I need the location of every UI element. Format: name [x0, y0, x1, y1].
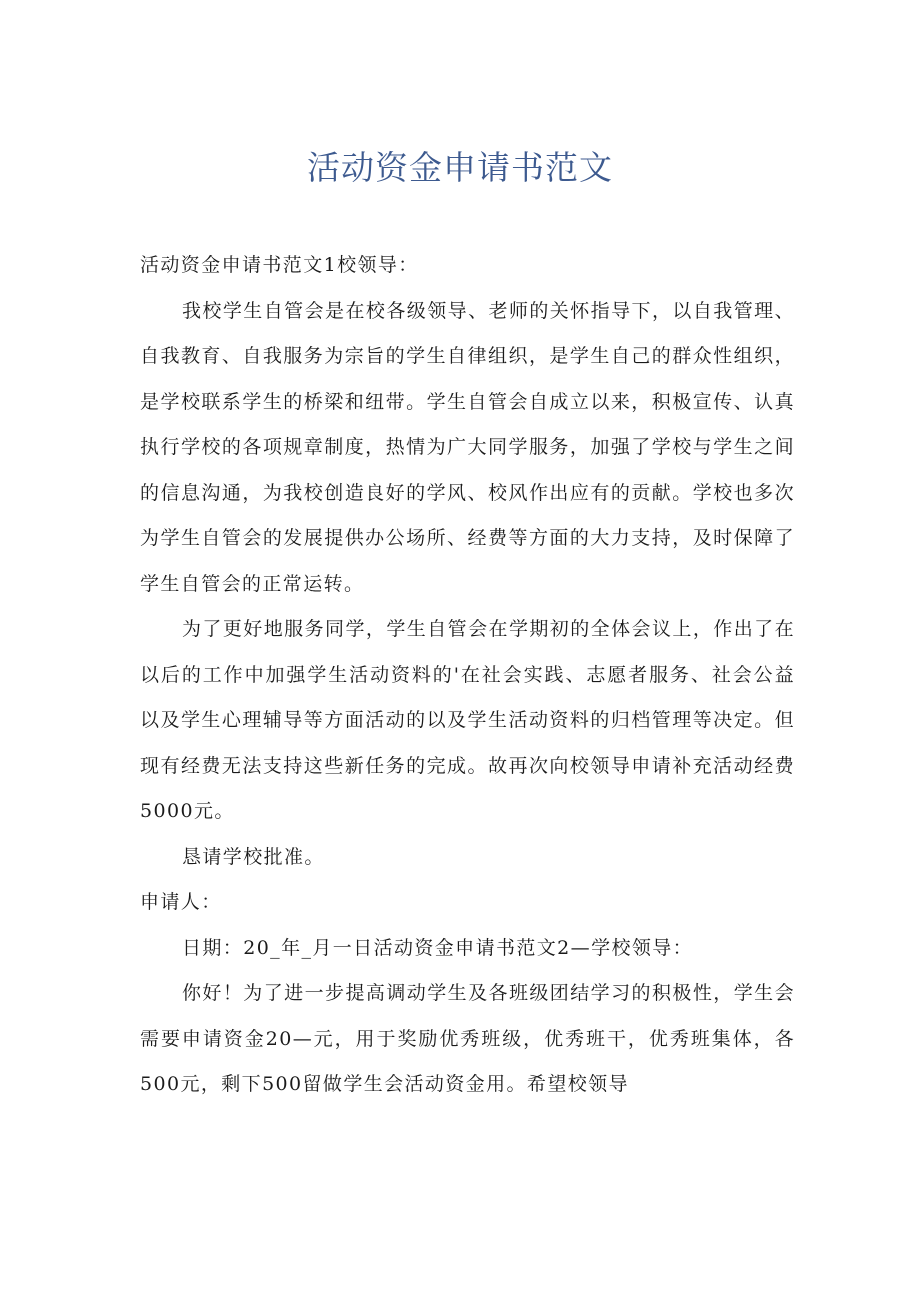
paragraph-approval: 恳请学校批准。 — [182, 845, 325, 868]
paragraph-applicant: 申请人： — [140, 891, 222, 913]
document-title: 活动资金申请书范文 — [307, 148, 613, 187]
document-body — [140, 243, 795, 1108]
paragraph-intro: 我校学生自管会是在校各级领导、老师的关怀指导下，以自我管理、自我教育、自我服务为宗旨的学生自律组织，是学生自己的群众性组织，是学校联系学生的桥梁和纽带。学生自管会自成立以来，积极宣传、认真执行学校的各项规章制度，热情为广大同学服务，加强了学校与学生之间的信息沟通，为我校创造良好的学风、校风作出应有的贡献。学校也多次为学生自管会的发展提供办公场所、经费等方面的大力支持，及时保障了学生自管会的正常运转。 — [140, 299, 795, 595]
paragraph-date: 日期：20_年_月一日活动资金申请书范文2—学校领导： — [182, 936, 694, 959]
paragraph-salutation: 活动资金申请书范文1校领导： — [140, 254, 419, 276]
paragraph-second-letter: 你好！为了进一步提高调动学生及各班级团结学习的积极性，学生会需要申请资金20—元，用于奖励优秀班级，优秀班干，优秀班集体，各500元，剩下500留做学生会活动资金用。希望校领导 — [140, 982, 795, 1095]
paragraph-request: 为了更好地服务同学，学生自管会在学期初的全体会议上，作出了在以后的工作中加强学生活动资料的'在社会实践、志愿者服务、社会公益以及学生心理辅导等方面活动的以及学生活动资料的归档管理等决定。但现有经费无法支持这些新任务的完成。故再次向校领导申请补充活动经费5000元。 — [140, 618, 795, 822]
